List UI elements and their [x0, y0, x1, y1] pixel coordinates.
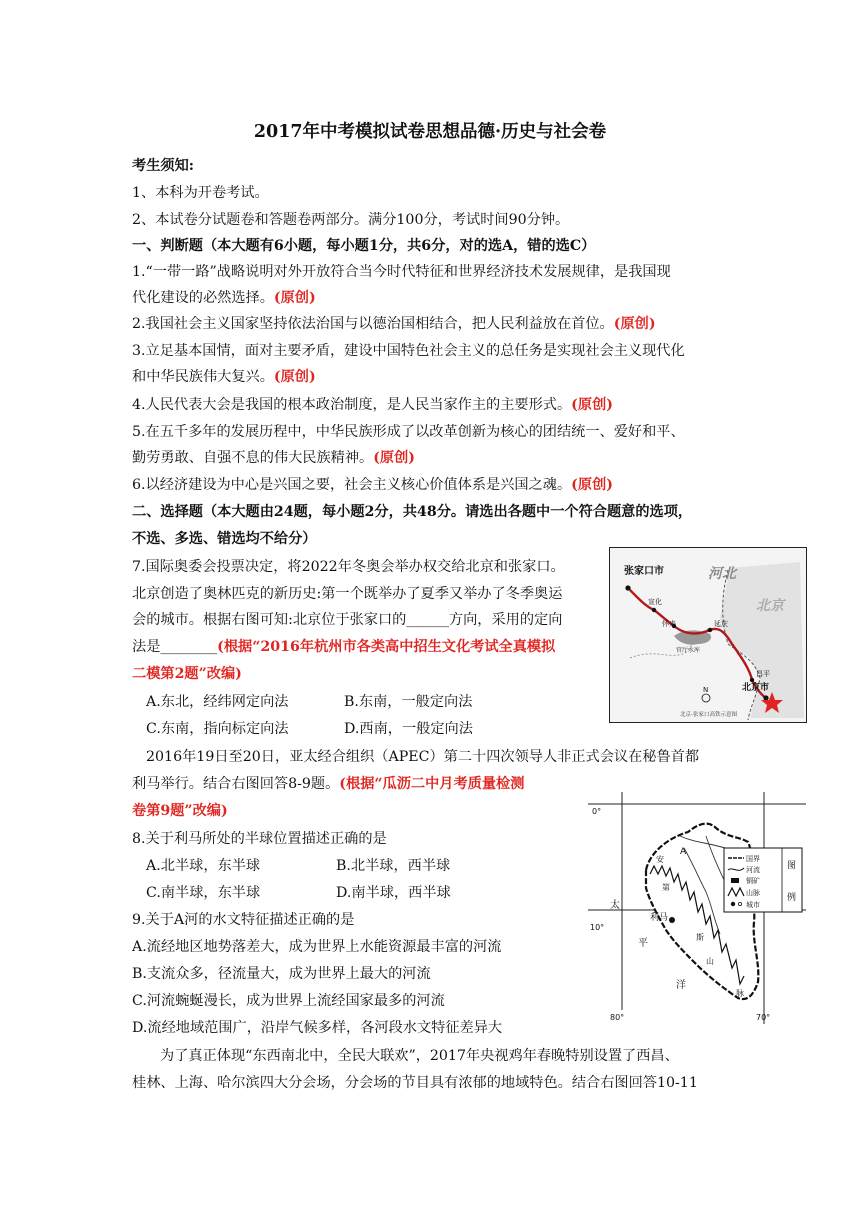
map-label: 宣化	[648, 598, 662, 606]
map-label: 张家口市	[624, 566, 664, 577]
intro-8-9-line2: 利马举行。结合右图回答8-9题。(根据“瓜沥二中月考质量检测	[132, 776, 525, 792]
legend-item: 河流	[746, 866, 760, 874]
city-dot	[708, 628, 712, 632]
map-label: 北京市	[742, 683, 770, 693]
original-tag: (原创)	[571, 397, 613, 413]
legend-title: 例	[787, 893, 797, 903]
city-legend-icon	[731, 902, 735, 906]
beijing-zhangjiakou-map	[609, 547, 807, 723]
option-c: C.东南，指向标定向法	[146, 721, 289, 737]
original-tag: (原创)	[273, 290, 316, 306]
mountain-label: 脉	[736, 989, 744, 998]
question-1-line2: 代化建设的必然选择。(原创)	[132, 290, 316, 306]
peru-map	[588, 792, 806, 1024]
section2-heading-line1: 二、选择题（本大题由24题，每小题2分，共48分。请选出各题中一个符合题意的选项，	[132, 504, 693, 520]
question-9: 9.关于A河的水文特征描述正确的是	[132, 912, 355, 928]
question-7-line2: 北京创造了奥林匹克的新历史:第一个既举办了夏季又举办了冬季奥运	[132, 586, 563, 602]
mountain-label: 斯	[696, 933, 704, 942]
option-d: D.流经地域范围广，沿岸气候多样，各河段水文特征差异大	[132, 1020, 503, 1036]
legend-item: 山脉	[746, 889, 760, 897]
option-d: D.西南，一般定向法	[344, 721, 473, 737]
source-note: (根据“瓜沥二中月考质量检测	[339, 776, 525, 792]
map-label: 河北	[708, 566, 736, 582]
question-6: 6.以经济建设为中心是兴国之要，社会主义核心价值体系是兴国之魂。(原创)	[132, 477, 613, 493]
river-label: A	[680, 847, 687, 857]
original-tag: (原创)	[571, 477, 613, 493]
lon-label: 70°	[756, 1013, 771, 1022]
map-label: 怀来	[662, 620, 676, 628]
option-c: C.河流蜿蜒漫长，成为世界上流经国家最多的河流	[132, 993, 445, 1009]
city-dot	[652, 608, 656, 612]
lat-label: 0°	[592, 807, 602, 816]
option-c: C.南半球，东半球	[146, 885, 261, 901]
map-caption: 北京-张家口高铁示意图	[680, 712, 737, 718]
question-7-line3: 会的城市。根据右图可知:北京位于张家口的______方向，采用的定向	[132, 612, 563, 628]
mountain-label: 第	[662, 883, 670, 892]
ocean-label: 洋	[676, 980, 686, 991]
question-1-line1: 1.“一带一路”战略说明对外开放符合当今时代特征和世界经济技术发展规律，是我国现	[132, 264, 671, 280]
question-7-line1: 7.国际奥委会投票决定，将2022年冬奥会举办权交给北京和张家口。	[132, 559, 565, 575]
question-8: 8.关于利马所处的半球位置描述正确的是	[132, 831, 387, 847]
city-dot	[763, 695, 768, 700]
question-5-line1: 5.在五千多年的发展历程中，中华民族形成了以改革创新为核心的团结统一、爱好和平、	[132, 424, 685, 440]
option-d: D.南半球，西半球	[336, 885, 451, 901]
city-dot	[669, 917, 675, 923]
source-note: (根据“2016年杭州市各类高中招生文化考试全真模拟	[217, 639, 556, 655]
page-title: 2017年中考模拟试卷思想品德·历史与社会卷	[253, 122, 607, 142]
question-4: 4.人民代表大会是我国的根本政治制度，是人民当家作主的主要形式。(原创)	[132, 397, 613, 413]
option-b: B.北半球，西半球	[336, 858, 451, 874]
option-b: B.支流众多，径流量大，成为世界上最大的河流	[132, 966, 431, 982]
map-label: 昌平	[756, 670, 770, 678]
option-a: A.北半球，东半球	[146, 858, 261, 874]
copper-legend-icon	[731, 878, 739, 883]
lon-label: 80°	[610, 1013, 625, 1022]
question-2: 2.我国社会主义国家坚持依法治国与以德治国相结合，把人民利益放在首位。(原创)	[132, 316, 656, 332]
lat-label: 10°	[590, 923, 605, 932]
map-figure	[610, 548, 806, 722]
ocean-label: 太	[610, 900, 620, 911]
legend-title: 图	[787, 861, 797, 871]
question-3-line2: 和中华民族伟大复兴。(原创)	[132, 369, 316, 385]
mountain-label: 安	[656, 855, 664, 864]
original-tag: (原创)	[373, 450, 416, 466]
city-dot	[625, 585, 630, 590]
section1-heading: 一、判断题（本大题有6小题，每小题1分，共6分，对的选A，错的选C）	[132, 238, 596, 254]
option-a: A.东北，经纬网定向法	[146, 694, 289, 710]
mountain-label: 山	[706, 957, 714, 966]
legend-item: 铜矿	[746, 877, 760, 885]
original-tag: (原创)	[613, 316, 656, 332]
question-5-line2: 勤劳勇敢、自强不息的伟大民族精神。(原创)	[132, 450, 416, 466]
city-label: 利马	[650, 913, 669, 923]
legend-item: 城市	[746, 901, 760, 909]
option-a: A.流经地区地势落差大，成为世界上水能资源最丰富的河流	[132, 939, 502, 955]
intro-10-11-line2: 桂林、上海、哈尔滨四大分会场，分会场的节目具有浓郁的地域特色。结合右图回答10-11	[132, 1075, 698, 1091]
intro-10-11-line1: 为了真正体现“东西南北中，全民大联欢”，2017年央视鸡年春晚特别设置了西昌、	[160, 1048, 679, 1064]
source-note: 二模第2题”改编)	[132, 666, 242, 682]
notice-heading: 考生须知:	[132, 158, 194, 174]
north-arrow-icon: N	[703, 686, 709, 694]
map-label: 北京	[756, 598, 784, 614]
section2-heading-line2: 不选、多选、错选均不给分）	[132, 531, 317, 547]
map-label: 延庆	[714, 620, 728, 628]
question-7-line4: 法是________(根据“2016年杭州市各类高中招生文化考试全真模拟	[132, 639, 556, 655]
option-b: B.东南，一般定向法	[344, 694, 473, 710]
original-tag: (原创)	[273, 369, 316, 385]
source-note: 卷第9题”改编)	[132, 803, 228, 819]
ocean-label: 平	[638, 938, 648, 949]
map-label: 官厅水库	[676, 647, 701, 654]
intro-8-9-line1: 2016年19日至20日，亚太经合组织（APEC）第二十四次领导人非正式会议在秘鲁首都	[146, 749, 700, 765]
map-figure	[588, 792, 806, 1024]
notice-item: 1、本科为开卷考试。	[132, 185, 269, 201]
city-dot	[750, 678, 754, 682]
legend-item: 国界	[746, 855, 760, 863]
question-3-line1: 3.立足基本国情，面对主要矛盾，建设中国特色社会主义的总任务是实现社会主义现代化	[132, 343, 685, 359]
notice-item: 2、本试卷分试题卷和答题卷两部分。满分100分，考试时间90分钟。	[132, 212, 570, 228]
